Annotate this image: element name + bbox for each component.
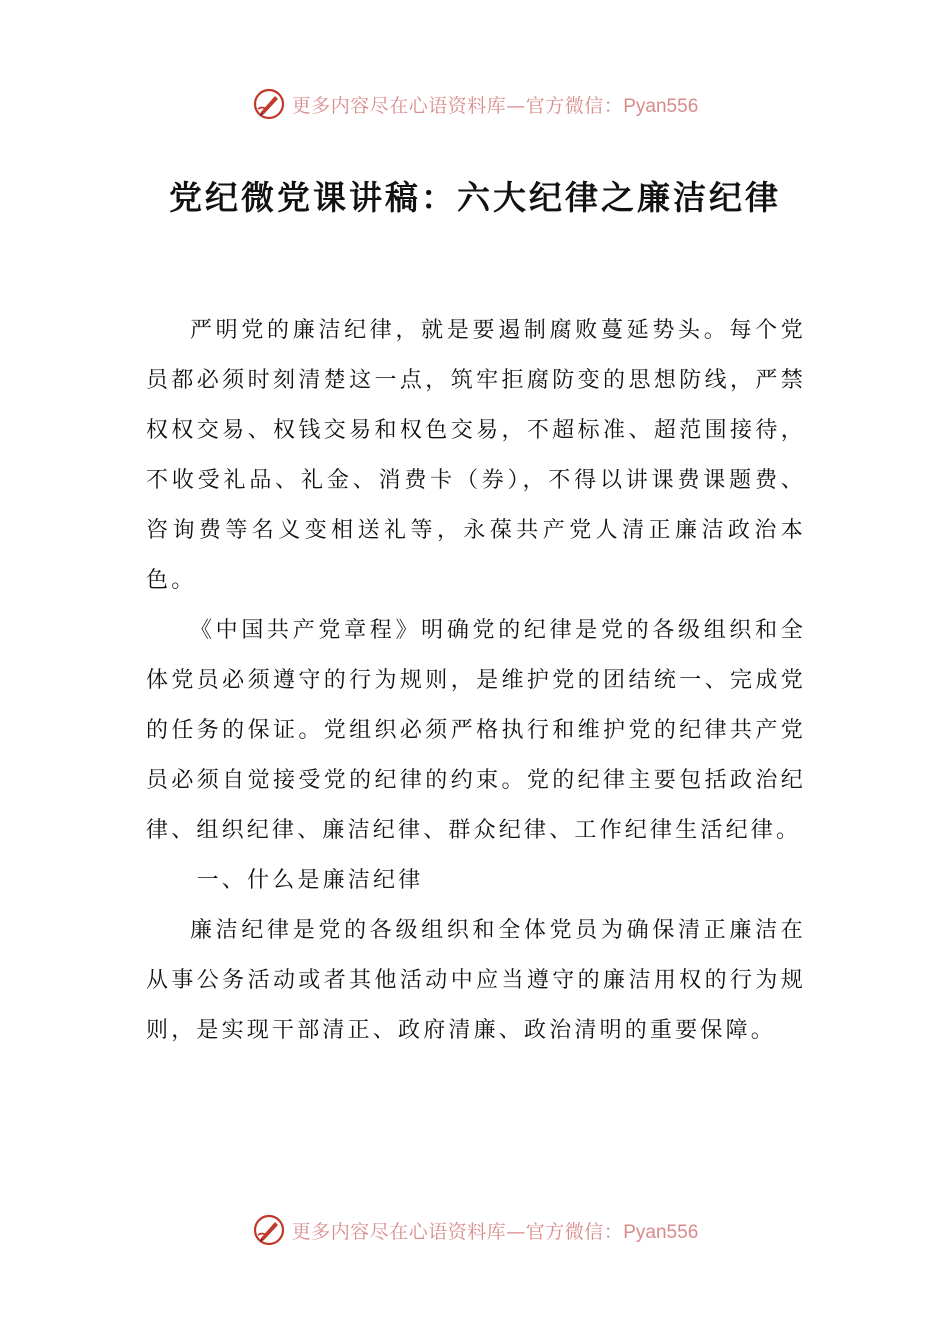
paragraph: 廉洁纪律是党的各级组织和全体党员为确保清正廉洁在从事公务活动或者其他活动中应当遵守的廉洁用权的行为规则，是实现干部清正、政府清廉、政治清明的重要保障。 bbox=[146, 918, 806, 1043]
paragraph: 严明党的廉洁纪律，就是要遏制腐败蔓延势头。每个党员都必须时刻清楚这一点，筑牢拒腐防变的思想防线，严禁权权交易、权钱交易和权色交易，不超标准、超范围接待，不收受礼品、礼金、消费卡（券），不得以讲课费课题费、咨询费等名义变相送礼等，永葆共产党人清正廉洁政治本色。 bbox=[146, 318, 806, 593]
pen-circle-logo-icon bbox=[252, 87, 286, 121]
footer-watermark-banner bbox=[0, 1210, 950, 1250]
pen-circle-logo-icon bbox=[252, 1213, 286, 1247]
document-body bbox=[146, 306, 806, 1056]
paragraph: 《中国共产党章程》明确党的纪律是党的各级组织和全体党员必须遵守的行为规则，是维护党的团结统一、完成党的任务的保证。党组织必须严格执行和维护党的纪律共产党员必须自觉接受党的纪律的约束。党的纪律主要包括政治纪律、组织纪律、廉洁纪律、群众纪律、工作纪律生活纪律。 bbox=[146, 618, 806, 843]
watermark-text: 更多内容尽在心语资料库—官方微信：Pyan556 bbox=[291, 94, 699, 117]
header-watermark-banner bbox=[0, 84, 950, 124]
watermark-text: 更多内容尽在心语资料库—官方微信：Pyan556 bbox=[291, 1220, 699, 1243]
page-title: 党纪微党课讲稿：六大纪律之廉洁纪律 bbox=[169, 178, 781, 217]
section-heading: 一、什么是廉洁纪律 bbox=[196, 868, 424, 893]
